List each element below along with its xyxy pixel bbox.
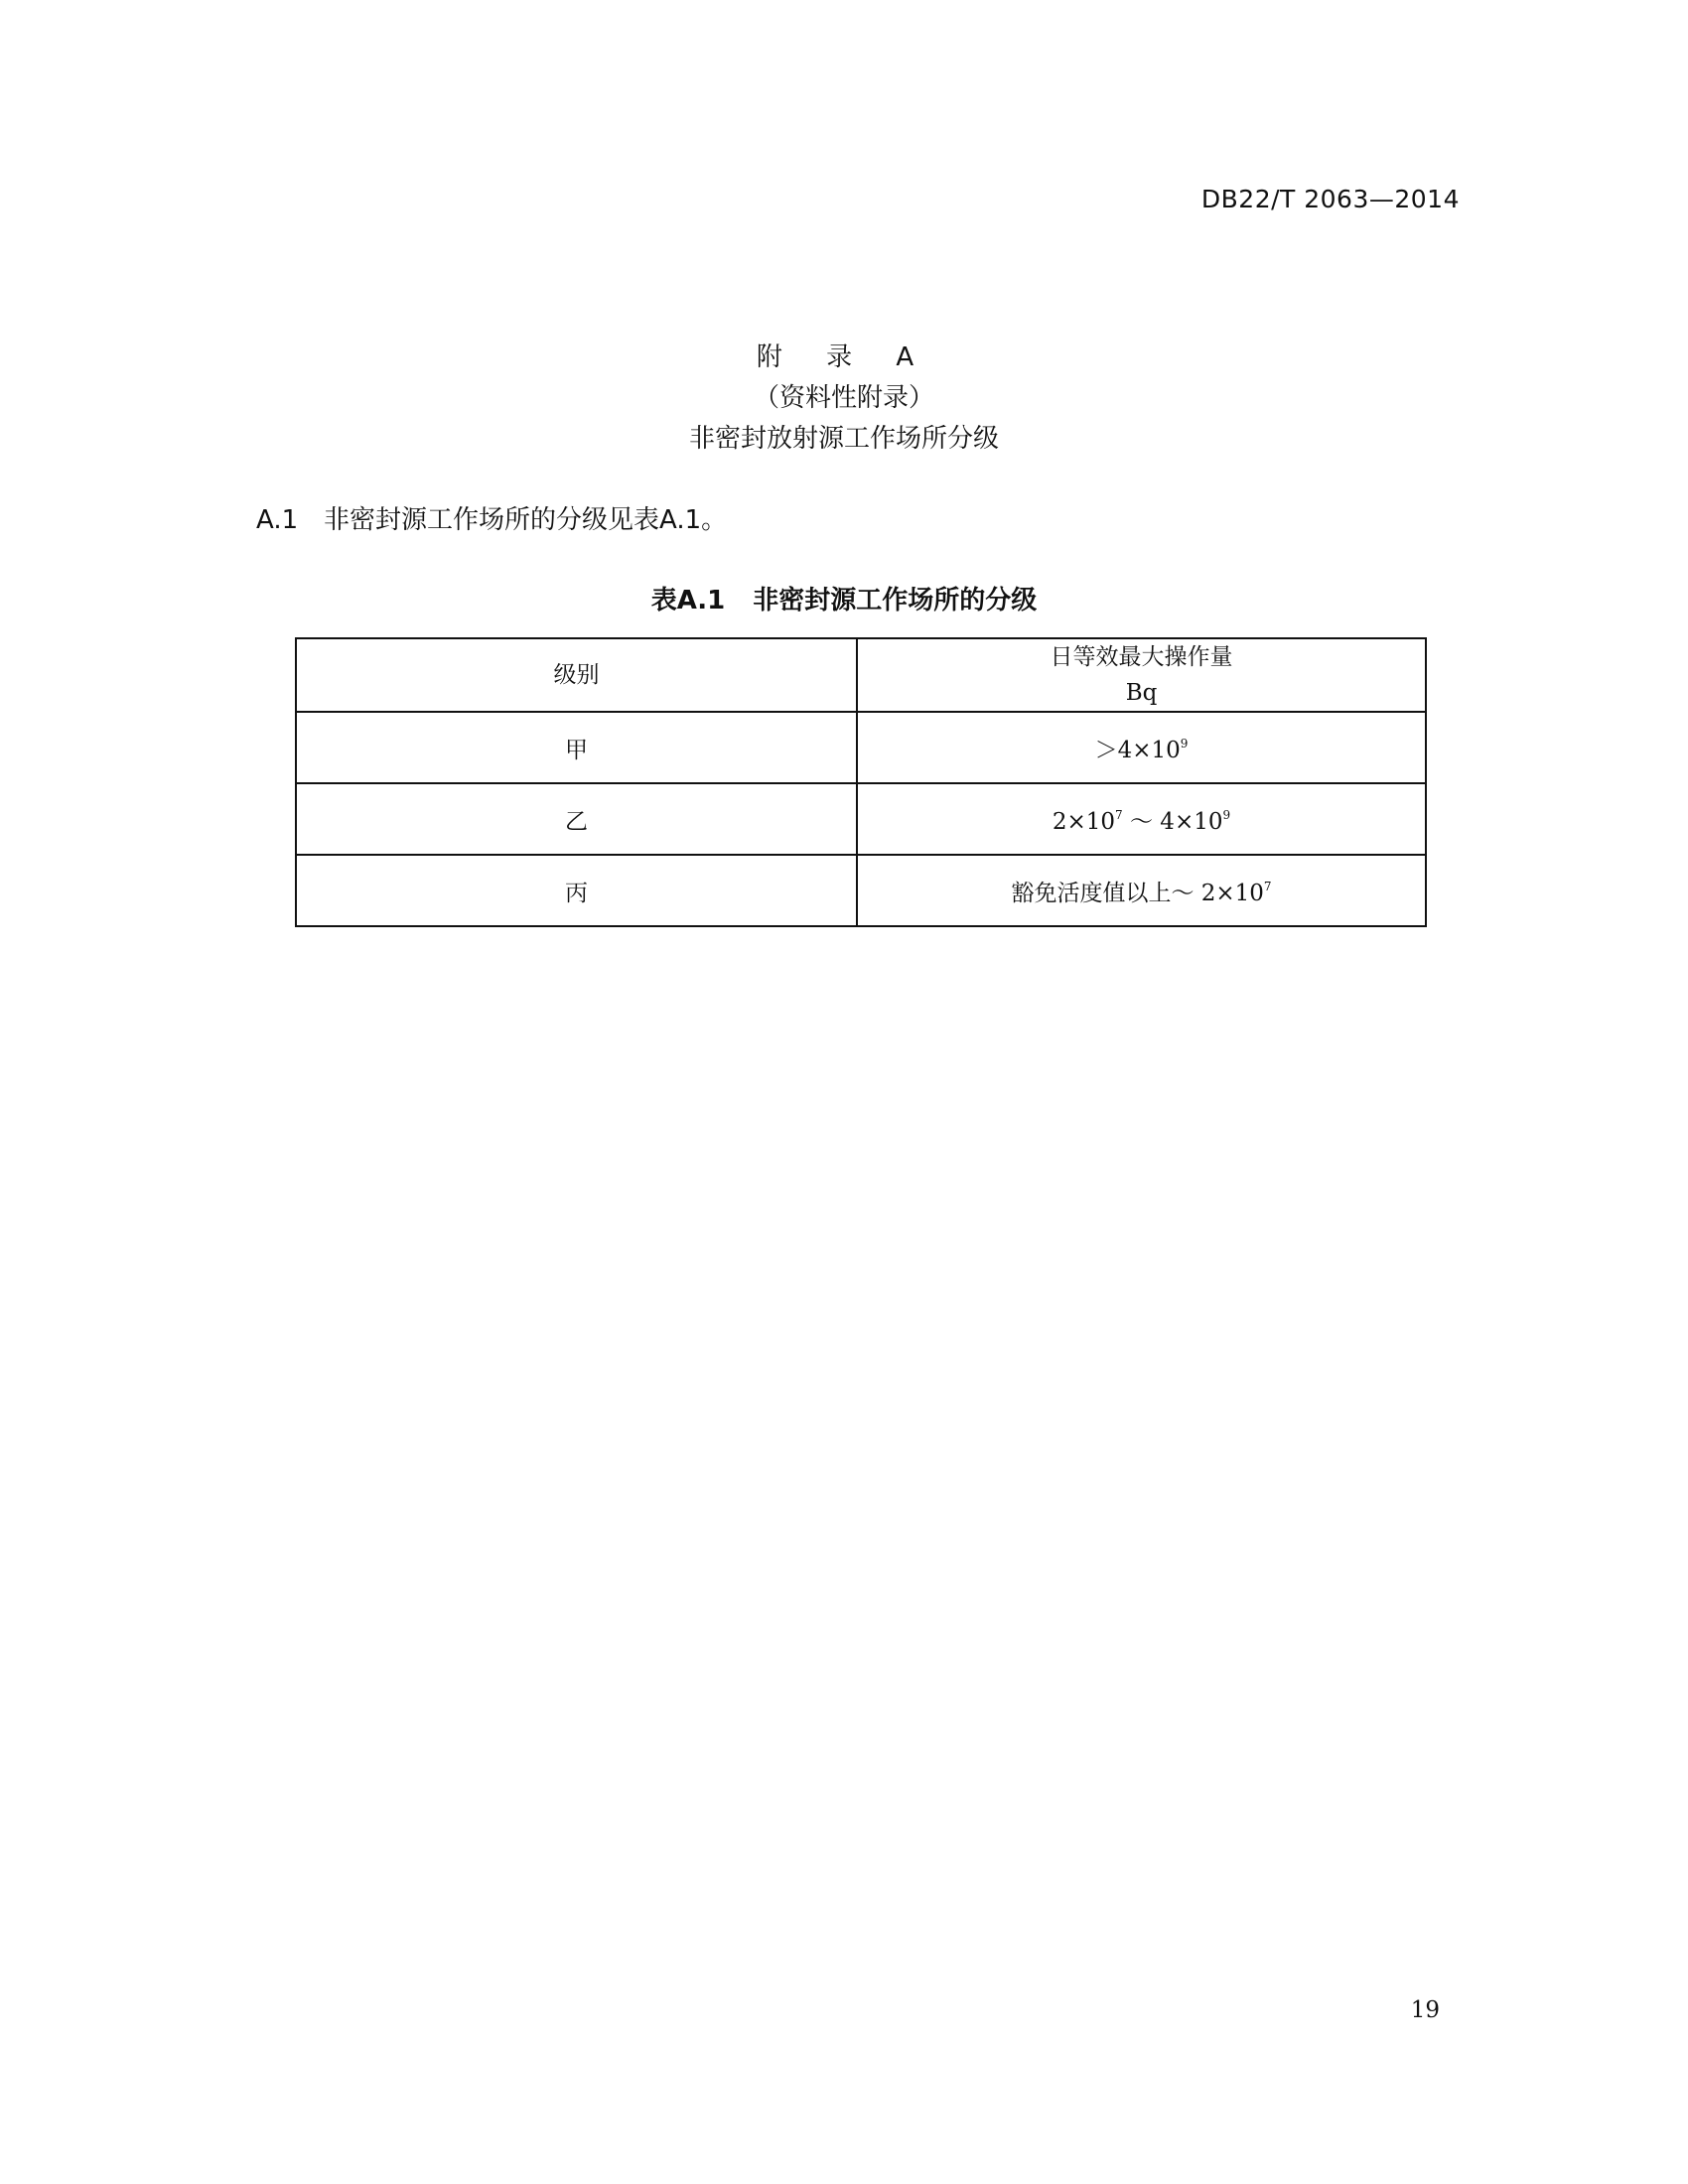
grade-table [295,637,1427,927]
grade-cell: 甲 [296,712,857,783]
activity-cell [857,712,1426,783]
activity-prefix: 2×10 [1052,808,1116,835]
table-caption [0,580,1688,616]
activity-cell [857,855,1426,926]
table-caption-number: 表A.1 [650,586,726,615]
appendix-title: 非密封放射源工作场所分级 [688,424,999,454]
appendix-type: （资料性附录） [753,383,934,413]
header-activity [857,638,1426,712]
header-activity-unit: Bq [1125,680,1158,706]
standard-code: DB22/T 2063—2014 [1200,185,1460,213]
activity-exponent: 9 [1180,736,1189,751]
activity-prefix: 豁免活度值以上～ 2×10 [1011,880,1264,906]
appendix-label: 附 录 A [756,342,932,372]
clause-text: 非密封源工作场所的分级见表A.1。 [324,505,728,535]
page-number: 19 [1410,1997,1440,2023]
activity-prefix: ＞4×10 [1094,737,1181,763]
table-caption-title: 非密封源工作场所的分级 [753,586,1038,615]
grade-cell: 乙 [296,783,857,855]
header-grade: 级别 [296,638,857,712]
clause-number: A.1 [256,505,299,535]
table-row [296,783,1426,855]
grade-cell: 丙 [296,855,857,926]
activity-exponent: 7 [1263,879,1272,893]
header-activity-label: 日等效最大操作量 [1050,644,1233,670]
table-row [296,855,1426,926]
appendix-heading [0,338,1688,460]
activity-upper-exponent: 9 [1222,807,1231,822]
activity-exponent: 7 [1115,807,1123,822]
table-row [296,712,1426,783]
activity-range-upper: ～ 4×10 [1122,808,1223,835]
activity-cell [857,783,1426,855]
table-header-row [296,638,1426,712]
clause-a1 [256,499,727,536]
